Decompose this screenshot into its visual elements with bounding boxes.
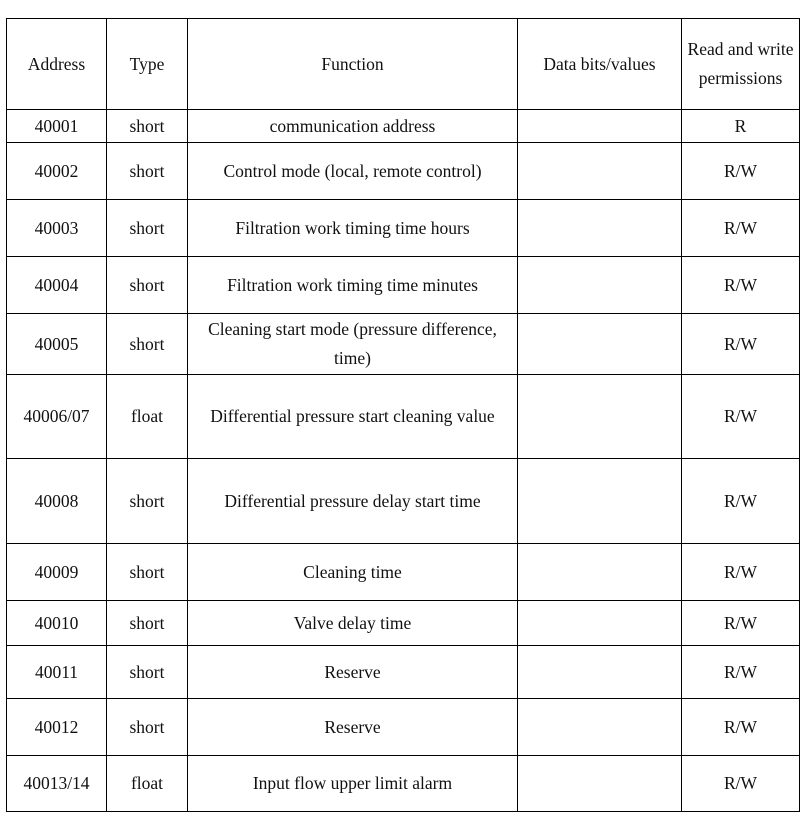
table-row [7,110,800,143]
cell-type: float [107,375,188,459]
register-table [6,18,800,812]
cell-address: 40004 [7,257,107,314]
cell-data [518,544,682,601]
header-address: Address [7,19,107,110]
cell-data [518,314,682,375]
cell-type: short [107,314,188,375]
cell-address: 40008 [7,459,107,544]
cell-type: short [107,257,188,314]
cell-address: 40002 [7,143,107,200]
cell-permissions: R/W [682,646,800,699]
cell-function: Cleaning time [188,544,518,601]
cell-data [518,143,682,200]
cell-data [518,601,682,646]
cell-type: short [107,646,188,699]
cell-type: short [107,544,188,601]
cell-permissions: R/W [682,601,800,646]
cell-function-text: Differential pressure start cleaning value [210,406,495,426]
cell-address: 40011 [7,646,107,699]
cell-function: Control mode (local, remote control) [188,143,518,200]
cell-type: short [107,200,188,257]
cell-type: short [107,459,188,544]
cell-function: communication address [188,110,518,143]
cell-permissions: R/W [682,200,800,257]
cell-function: Filtration work timing time minutes [188,257,518,314]
header-function: Function [188,19,518,110]
table-row [7,646,800,699]
cell-function: Reserve [188,646,518,699]
header-type: Type [107,19,188,110]
header-row [7,19,800,110]
cell-address: 40013/14 [7,756,107,812]
table-row [7,143,800,200]
cell-data [518,200,682,257]
cell-address: 40009 [7,544,107,601]
cell-permissions: R/W [682,257,800,314]
cell-data [518,459,682,544]
cell-function: Differential pressure delay start time [188,459,518,544]
cell-function [188,375,518,459]
table-row [7,544,800,601]
cell-data [518,699,682,756]
cell-permissions: R/W [682,375,800,459]
cell-type: short [107,699,188,756]
table-row [7,459,800,544]
table-row [7,601,800,646]
cell-data [518,375,682,459]
cell-data [518,756,682,812]
cell-function-text: Cleaning start mode (pressure difference, time) [208,319,497,368]
table-row [7,699,800,756]
cell-address: 40010 [7,601,107,646]
cell-function [188,314,518,375]
table-row [7,200,800,257]
cell-address: 40005 [7,314,107,375]
cell-permissions: R [682,110,800,143]
header-data-bits-values: Data bits/values [518,19,682,110]
table-row [7,756,800,812]
table-row [7,314,800,375]
cell-type: short [107,143,188,200]
cell-function: Valve delay time [188,601,518,646]
cell-permissions: R/W [682,699,800,756]
cell-data [518,257,682,314]
table-header [7,19,800,110]
cell-address: 40012 [7,699,107,756]
cell-function: Filtration work timing time hours [188,200,518,257]
cell-permissions: R/W [682,544,800,601]
cell-type: float [107,756,188,812]
header-read-write-permissions: Read and write permissions [682,19,800,110]
cell-address: 40003 [7,200,107,257]
cell-data [518,110,682,143]
cell-permissions: R/W [682,314,800,375]
cell-function: Input flow upper limit alarm [188,756,518,812]
cell-type: short [107,601,188,646]
cell-permissions: R/W [682,143,800,200]
table-body [7,110,800,812]
cell-function: Reserve [188,699,518,756]
table-row [7,375,800,459]
cell-type: short [107,110,188,143]
cell-permissions: R/W [682,459,800,544]
cell-address: 40001 [7,110,107,143]
cell-permissions: R/W [682,756,800,812]
table-row [7,257,800,314]
cell-data [518,646,682,699]
cell-address: 40006/07 [7,375,107,459]
